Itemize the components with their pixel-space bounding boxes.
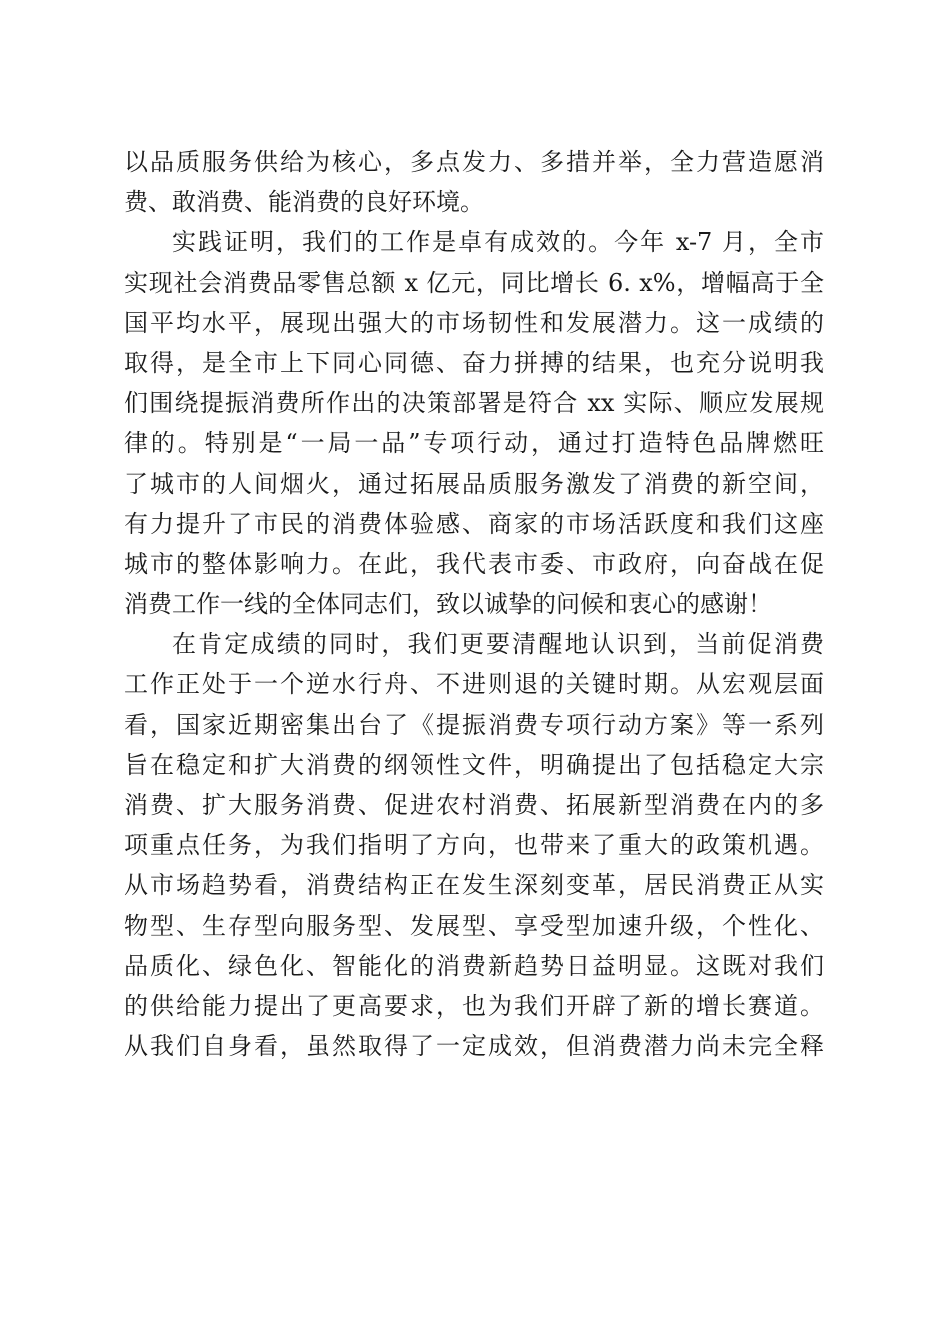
text-line: 从我们自身看，虽然取得了一定成效，但消费潜力尚未完全释 [124, 1032, 824, 1061]
text-line: 从市场趋势看，消费结构正在发生深刻变革，居民消费正从实 [124, 871, 824, 900]
paragraph [124, 624, 824, 1066]
text-line: 有力提升了市民的消费体验感、商家的市场活跃度和我们这座 [124, 509, 824, 538]
text-line: 们围绕提振消费所作出的决策部署是符合 xx 实际、顺应发展规 [124, 389, 824, 418]
text-line: 消费工作一线的全体同志们，致以诚挚的问候和衷心的感谢！ [124, 590, 772, 619]
text-line: 律的。特别是“一局一品”专项行动，通过打造特色品牌燃旺 [124, 429, 824, 458]
text-line: 消费、扩大服务消费、促进农村消费、拓展新型消费在内的多 [124, 791, 824, 819]
text-line: 在肯定成绩的同时，我们更要清醒地认识到，当前促消费 [172, 630, 824, 659]
text-line: 工作正处于一个逆水行舟、不进则退的关键时期。从宏观层面 [124, 670, 824, 699]
text-line: 实现社会消费品零售总额 x 亿元，同比增长 6. x%，增幅高于全 [124, 268, 824, 297]
paragraph [124, 222, 824, 624]
text-line: 以品质服务供给为核心，多点发力、多措并举，全力营造愿消 [124, 148, 824, 176]
text-line: 物型、生存型向服务型、发展型、享受型加速升级，个性化、 [124, 911, 824, 940]
text-line: 取得，是全市上下同心同德、奋力拼搏的结果，也充分说明我 [124, 348, 824, 377]
body-text [124, 142, 824, 1066]
text-line: 的供给能力提出了更高要求，也为我们开辟了新的增长赛道。 [124, 991, 824, 1020]
text-line: 看，国家近期密集出台了《提振消费专项行动方案》等一系列 [124, 710, 824, 739]
text-line: 国平均水平，展现出强大的市场韧性和发展潜力。这一成绩的 [124, 308, 824, 337]
text-line: 项重点任务，为我们指明了方向，也带来了重大的政策机遇。 [124, 831, 824, 860]
text-line: 品质化、绿色化、智能化的消费新趋势日益明显。这既对我们 [124, 951, 824, 980]
text-line: 了城市的人间烟火，通过拓展品质服务激发了消费的新空间， [124, 469, 824, 498]
text-line: 城市的整体影响力。在此，我代表市委、市政府，向奋战在促 [124, 549, 824, 578]
text-line: 实践证明，我们的工作是卓有成效的。今年 x-7 月，全市 [172, 228, 824, 257]
text-line: 费、敢消费、能消费的良好环境。 [124, 188, 484, 217]
paragraph [124, 142, 824, 222]
text-line: 旨在稳定和扩大消费的纲领性文件，明确提出了包括稳定大宗 [124, 750, 824, 779]
